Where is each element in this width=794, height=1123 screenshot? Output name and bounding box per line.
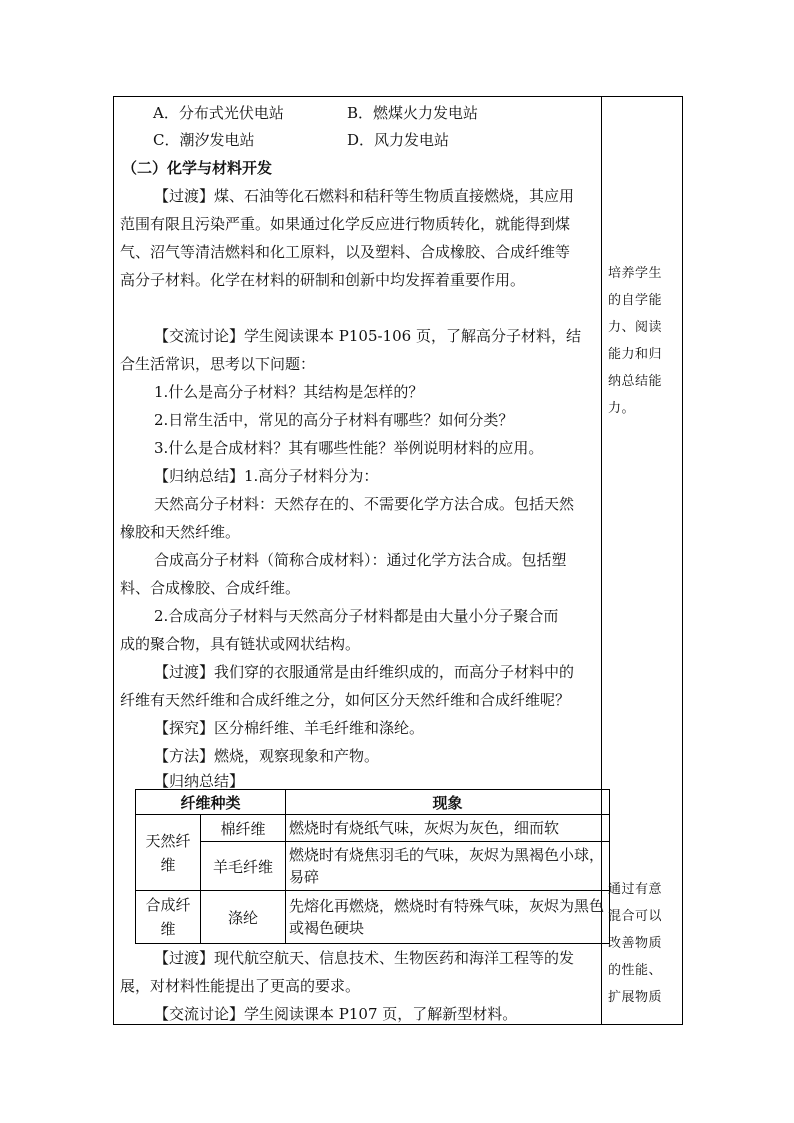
after-table bbox=[120, 944, 598, 1028]
fiber-phenomenon: 先熔化再燃烧，燃烧时有特殊气味，灰烬为黑色或褐色硬块 bbox=[286, 891, 610, 944]
point-2-cont: 成的聚合物，具有链状或网状结构。 bbox=[120, 635, 361, 653]
side-note-line: 的自学能 bbox=[608, 293, 663, 308]
option-d: D．风力发电站 bbox=[347, 131, 450, 149]
natural-polymer-cont: 橡胶和天然纤维。 bbox=[120, 523, 241, 541]
side-note-line: 通过有意 bbox=[608, 882, 663, 897]
point-2: 2.合成高分子材料与天然高分子材料都是由大量小分子聚合而 bbox=[154, 607, 559, 625]
fiber-phenomenon: 燃烧时有烧纸气味，灰烬为灰色，细而软 bbox=[286, 815, 610, 842]
fiber-name: 涤纶 bbox=[201, 891, 286, 944]
main-content bbox=[120, 154, 598, 770]
fiber-name: 棉纤维 bbox=[201, 815, 286, 842]
discussion-2: 【交流讨论】学生阅读课本 P107 页，了解新型材料。 bbox=[154, 1005, 518, 1023]
side-note-line: 培养学生 bbox=[608, 266, 663, 281]
transition-2-cont: 纤维有天然纤维和合成纤维之分，如何区分天然纤维和合成纤维呢？ bbox=[120, 691, 571, 709]
side-note-line: 改善物质 bbox=[608, 936, 663, 951]
table-row bbox=[136, 891, 610, 944]
header-phenomenon: 现象 bbox=[286, 790, 610, 815]
header-fiber-type: 纤维种类 bbox=[136, 790, 286, 815]
table-row bbox=[136, 842, 610, 891]
natural-polymer: 天然高分子材料：天然存在的、不需要化学方法合成。包括天然 bbox=[154, 495, 575, 513]
transition-1-cont: 气、沼气等清洁燃料和化工原料，以及塑料、合成橡胶、合成纤维等 bbox=[120, 243, 571, 261]
option-c: C．潮汐发电站 bbox=[153, 131, 255, 149]
table-header-row bbox=[136, 790, 610, 815]
question-3: 3.什么是合成材料？其有哪些性能？举例说明材料的应用。 bbox=[154, 439, 544, 457]
option-a: A．分布式光伏电站 bbox=[153, 104, 284, 122]
synthetic-polymer-cont: 料、合成橡胶、合成纤维。 bbox=[120, 579, 301, 597]
fiber-phenomenon: 燃烧时有烧焦羽毛的气味，灰烬为黑褐色小球，易碎 bbox=[286, 842, 610, 891]
transition-1: 【过渡】煤、石油等化石燃料和秸秆等生物质直接燃烧，其应用 bbox=[154, 187, 575, 205]
side-note-line: 力。 bbox=[608, 401, 636, 416]
question-2: 2.日常生活中，常见的高分子材料有哪些？如何分类？ bbox=[154, 411, 514, 429]
question-1: 1.什么是高分子材料？其结构是怎样的？ bbox=[154, 383, 424, 401]
side-note-line: 混合可以 bbox=[608, 909, 663, 924]
option-b: B．燃煤火力发电站 bbox=[347, 104, 479, 122]
transition-3: 【过渡】现代航空航天、信息技术、生物医药和海洋工程等的发 bbox=[154, 949, 575, 967]
group-synthetic: 合成纤维 bbox=[136, 891, 201, 944]
synthetic-polymer: 合成高分子材料（简称合成材料）：通过化学方法合成。包括塑 bbox=[154, 551, 567, 569]
summary-1: 【归纳总结】1.高分子材料分为： bbox=[154, 467, 379, 485]
side-note-line: 纳总结能 bbox=[608, 374, 663, 389]
discussion-1: 【交流讨论】学生阅读课本 P105-106 页，了解高分子材料，结 bbox=[154, 327, 581, 345]
group-natural: 天然纤维 bbox=[136, 815, 201, 891]
transition-1-cont: 高分子材料。化学在材料的研制和创新中均发挥着重要作用。 bbox=[120, 271, 526, 289]
side-note-1 bbox=[608, 260, 680, 422]
side-note-2 bbox=[608, 876, 680, 1011]
side-note-line: 扩展物质 bbox=[608, 990, 663, 1005]
transition-2: 【过渡】我们穿的衣服通常是由纤维织成的，而高分子材料中的 bbox=[154, 663, 575, 681]
side-note-line: 的性能、 bbox=[608, 963, 663, 978]
method: 【方法】燃烧，观察现象和产物。 bbox=[154, 747, 380, 765]
fiber-table bbox=[135, 789, 610, 944]
transition-3-cont: 展，对材料性能提出了更高的要求。 bbox=[120, 977, 361, 995]
summary-2: 【归纳总结】 bbox=[154, 772, 245, 790]
explore: 【探究】区分棉纤维、羊毛纤维和涤纶。 bbox=[154, 719, 425, 737]
fiber-name: 羊毛纤维 bbox=[201, 842, 286, 891]
section-heading: （二）化学与材料开发 bbox=[122, 159, 273, 177]
discussion-1-cont: 合生活常识，思考以下问题： bbox=[120, 355, 316, 373]
table-row bbox=[136, 815, 610, 842]
transition-1-cont: 范围有限且污染严重。如果通过化学反应进行物质转化，就能得到煤 bbox=[120, 215, 571, 233]
side-note-line: 能力和归 bbox=[608, 347, 663, 362]
side-note-line: 力、阅读 bbox=[608, 320, 663, 335]
